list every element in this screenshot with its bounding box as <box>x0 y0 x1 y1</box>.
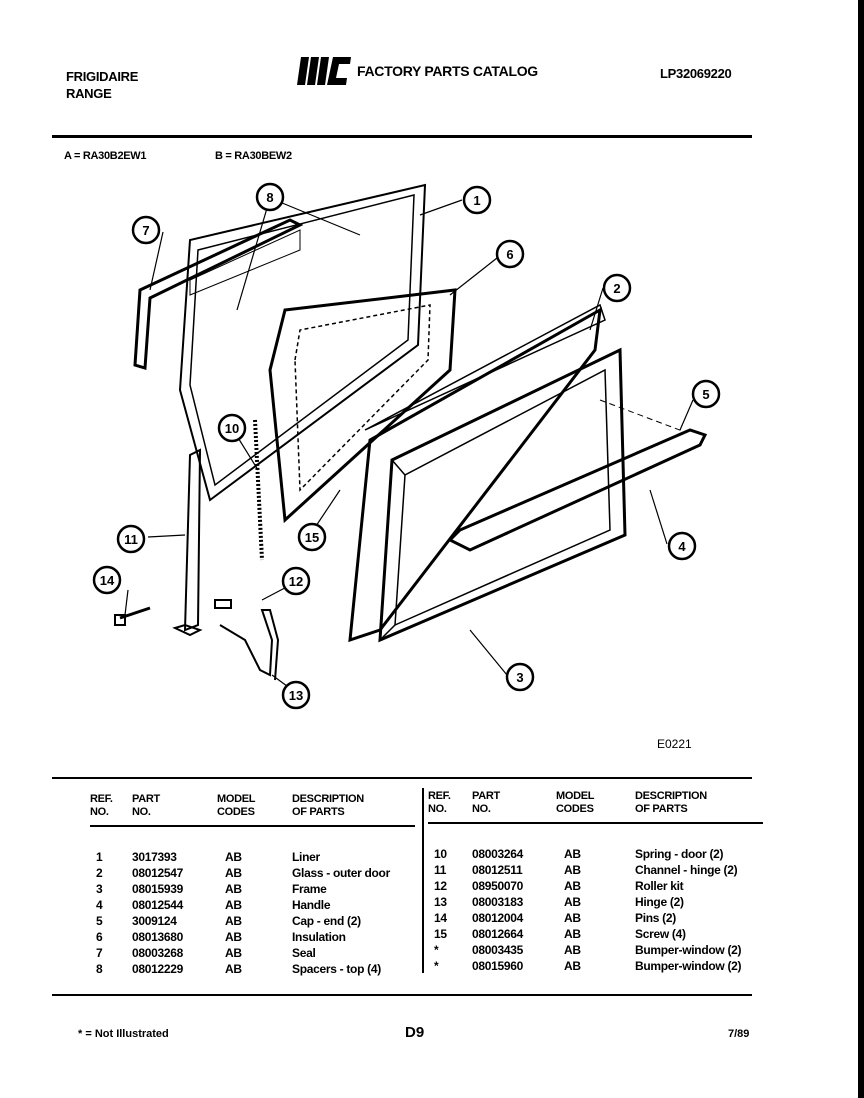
table-row <box>90 913 415 929</box>
callout-8 <box>257 184 283 210</box>
svg-text:12: 12 <box>288 574 304 589</box>
table-row <box>428 942 763 958</box>
col-ref: REF. NO. <box>428 790 472 823</box>
cell-model: AB <box>225 866 242 880</box>
cell-model: AB <box>225 914 242 928</box>
catalog-heading <box>295 55 538 87</box>
cell-model: AB <box>564 943 581 957</box>
catalog-title: FACTORY PARTS CATALOG <box>357 63 538 79</box>
svg-text:13: 13 <box>288 688 304 703</box>
cell-part: 08012664 <box>472 927 523 941</box>
cell-model: AB <box>564 847 581 861</box>
table-row <box>428 823 763 862</box>
cell-part: 3009124 <box>132 914 177 928</box>
table-row <box>90 826 415 865</box>
footnote: * = Not Illustrated <box>78 1028 169 1040</box>
cell-model: AB <box>564 895 581 909</box>
cell-part: 08012004 <box>472 911 523 925</box>
svg-text:11: 11 <box>124 532 138 547</box>
brand-name: FRIGIDAIRE <box>66 69 139 84</box>
header-rule <box>52 135 752 138</box>
cell-model: AB <box>225 946 242 960</box>
table-row <box>428 958 763 974</box>
glass-part <box>350 310 600 640</box>
cell-part: 08003435 <box>472 943 523 957</box>
catalog-number: LP32069220 <box>660 66 732 81</box>
svg-text:15: 15 <box>304 530 320 545</box>
cell-ref: 12 <box>434 879 447 893</box>
cell-ref: * <box>434 959 439 973</box>
liner-part <box>180 185 425 500</box>
model-a: A = RA30B2EW1 <box>64 150 147 162</box>
svg-text:6: 6 <box>506 247 514 262</box>
cell-ref: 11 <box>434 863 447 877</box>
cell-ref: 14 <box>434 911 447 925</box>
cell-model: AB <box>564 911 581 925</box>
cell-part: 08003183 <box>472 895 523 909</box>
spring-part <box>255 420 262 560</box>
cell-desc: Spring - door (2) <box>635 847 724 861</box>
cell-ref: 2 <box>96 866 103 880</box>
insulation-part <box>270 290 455 520</box>
page-number: D9 <box>405 1024 425 1041</box>
callout-13 <box>283 682 309 708</box>
cell-model: AB <box>564 879 581 893</box>
product-name: RANGE <box>66 86 112 101</box>
cell-ref: 8 <box>96 962 103 976</box>
cell-ref: 3 <box>96 882 103 896</box>
table-row <box>90 897 415 913</box>
table-row <box>90 961 415 977</box>
cell-desc: Bumper-window (2) <box>635 943 742 957</box>
parts-table-right <box>428 790 763 974</box>
cell-desc: Hinge (2) <box>635 895 684 909</box>
callout-14 <box>94 567 120 593</box>
cell-desc: Bumper-window (2) <box>635 959 742 973</box>
cell-ref: 6 <box>96 930 103 944</box>
cell-ref: * <box>434 943 439 957</box>
cell-part: 08015939 <box>132 882 183 896</box>
cell-ref: 4 <box>96 898 103 912</box>
table-row <box>90 945 415 961</box>
col-model: MODEL CODES <box>217 793 292 826</box>
col-part: PART NO. <box>472 790 556 823</box>
callout-1 <box>464 187 490 213</box>
callout-3 <box>507 664 533 690</box>
cell-ref: 10 <box>434 847 447 861</box>
cell-desc: Screw (4) <box>635 927 686 941</box>
callout-10 <box>219 415 245 441</box>
brand-block <box>66 68 138 102</box>
revision-date: 7/89 <box>728 1028 750 1040</box>
model-b: B = RA30BEW2 <box>215 150 292 162</box>
cell-part: 08012547 <box>132 866 183 880</box>
drawing-id: E0221 <box>657 737 692 751</box>
cell-part: 08003268 <box>132 946 183 960</box>
table-top-rule <box>52 777 752 779</box>
cell-desc: Liner <box>292 850 320 864</box>
parts-table-left <box>90 793 415 977</box>
svg-text:2: 2 <box>613 281 621 296</box>
table-row <box>428 862 763 878</box>
col-part: PART NO. <box>132 793 217 826</box>
callout-15 <box>299 524 325 550</box>
callout-6 <box>497 241 523 267</box>
table-row <box>428 926 763 942</box>
cell-desc: Frame <box>292 882 327 896</box>
col-model: MODEL CODES <box>556 790 635 823</box>
cell-part: 08012229 <box>132 962 183 976</box>
cell-part: 08012511 <box>472 863 523 877</box>
table-row <box>428 878 763 894</box>
cell-ref: 13 <box>434 895 447 909</box>
cell-model: AB <box>564 863 581 877</box>
roller-part <box>215 600 231 608</box>
cell-ref: 15 <box>434 927 447 941</box>
callout-5 <box>693 381 719 407</box>
callout-4 <box>669 533 695 559</box>
cell-part: 08003264 <box>472 847 523 861</box>
cell-desc: Spacers - top (4) <box>292 962 381 976</box>
hinge-part <box>220 610 278 680</box>
svg-text:3: 3 <box>516 670 524 685</box>
cell-part: 08950070 <box>472 879 523 893</box>
callout-7 <box>133 217 159 243</box>
table-divider <box>422 788 424 973</box>
cell-model: AB <box>225 962 242 976</box>
callout-11 <box>118 526 144 552</box>
exploded-door-diagram <box>0 170 864 730</box>
svg-text:10: 10 <box>224 421 240 436</box>
cell-desc: Roller kit <box>635 879 684 893</box>
svg-text:7: 7 <box>142 223 150 238</box>
cell-model: AB <box>225 882 242 896</box>
cell-ref: 7 <box>96 946 103 960</box>
svg-text:14: 14 <box>99 573 115 588</box>
cell-ref: 5 <box>96 914 103 928</box>
svg-text:1: 1 <box>473 193 481 208</box>
wci-logo-icon <box>295 55 353 87</box>
table-row <box>90 865 415 881</box>
cell-desc: Insulation <box>292 930 346 944</box>
cell-desc: Cap - end (2) <box>292 914 361 928</box>
table-row <box>90 881 415 897</box>
cell-desc: Handle <box>292 898 331 912</box>
cell-part: 3017393 <box>132 850 177 864</box>
table-row <box>90 929 415 945</box>
cell-desc: Pins (2) <box>635 911 676 925</box>
cell-desc: Seal <box>292 946 316 960</box>
footer-rule <box>52 994 752 996</box>
cell-model: AB <box>225 930 242 944</box>
cell-part: 08015960 <box>472 959 523 973</box>
cell-model: AB <box>564 959 581 973</box>
svg-text:8: 8 <box>266 190 274 205</box>
cell-model: AB <box>564 927 581 941</box>
table-row <box>428 910 763 926</box>
cell-model: AB <box>225 850 242 864</box>
col-desc: DESCRIPTION OF PARTS <box>292 793 415 826</box>
cell-model: AB <box>225 898 242 912</box>
cell-part: 08013680 <box>132 930 183 944</box>
svg-text:4: 4 <box>678 539 686 554</box>
table-row <box>428 894 763 910</box>
svg-text:5: 5 <box>702 387 710 402</box>
cell-ref: 1 <box>96 850 103 864</box>
callout-2 <box>604 275 630 301</box>
col-ref: REF. NO. <box>90 793 132 826</box>
hinge-channel-part <box>185 450 200 630</box>
cell-part: 08012544 <box>132 898 183 912</box>
callout-12 <box>283 568 309 594</box>
cell-desc: Channel - hinge (2) <box>635 863 738 877</box>
cell-desc: Glass - outer door <box>292 866 390 880</box>
col-desc: DESCRIPTION OF PARTS <box>635 790 763 823</box>
